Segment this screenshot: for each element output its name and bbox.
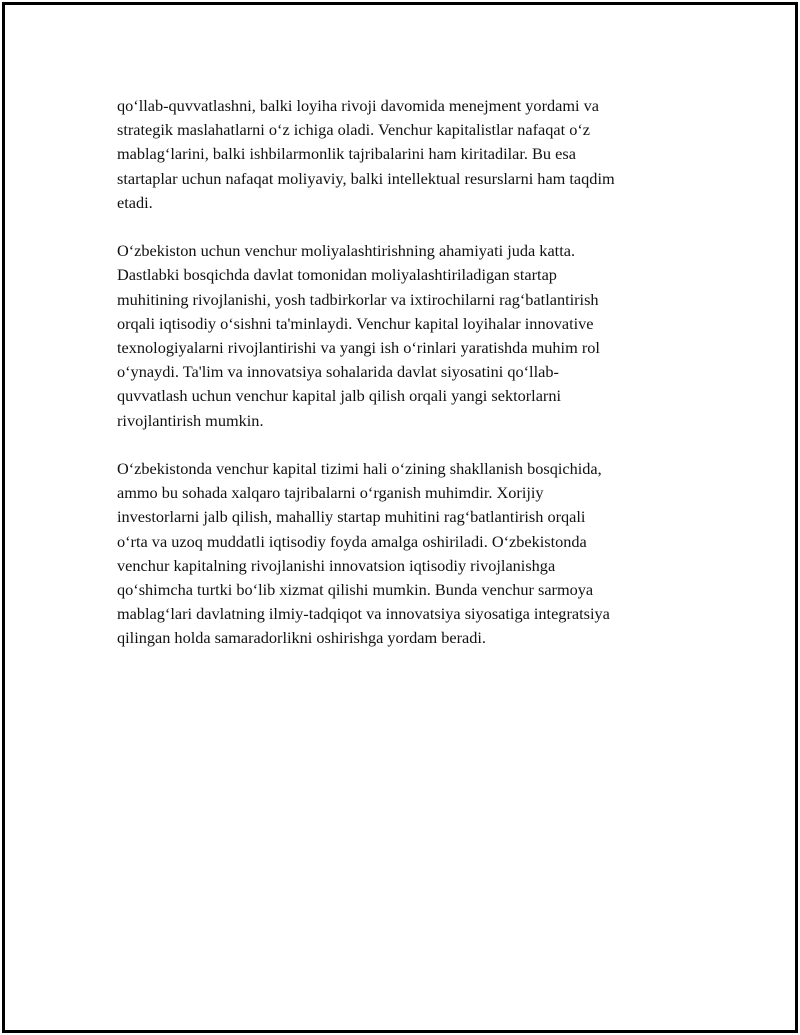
document-body	[117, 94, 693, 675]
paragraph-1: qo‘llab-quvvatlashni, balki loyiha rivoji davomida menejment yordami va strategik maslahatlarni o‘z ichiga oladi. Venchur kapitalistlar nafaqat o‘z mablag‘larini, balki ishbilarmonlik tajribalarini ham kiritadilar. Bu esa startaplar uchun nafaqat moliyaviy, balki intellektual resurslarni ham taqdim etadi.	[117, 96, 615, 212]
paragraph-2: O‘zbekiston uchun venchur moliyalashtirishning ahamiyati juda katta. Dastlabki bosqichda davlat tomonidan moliyalashtiriladigan startap muhitining rivojlanishi, yosh tadbirkorlar va ixtirochilarni rag‘batlantirish orqali iqtisodiy o‘sishni ta'minlaydi. Venchur kapital loyihalar innovative texnologiyalarni rivojlantirishi va yangi ish o‘rinlari yaratishda muhim rol o‘ynaydi. Ta'lim va innovatsiya sohalarida davlat siyosatini qo‘llab- quvvatlash uchun venchur kapital jalb qilish orqali yangi sektorlarni rivojlantirish mumkin.	[117, 241, 600, 430]
paragraph-3: O‘zbekistonda venchur kapital tizimi hali o‘zining shakllanish bosqichida, ammo bu sohada xalqaro tajribalarni o‘rganish muhimdir. Xorijiy investorlarni jalb qilish, mahalliy startap muhitini rag‘batlantirish orqali o‘rta va uzoq muddatli iqtisodiy foyda amalga oshiriladi. O‘zbekistonda venchur kapitalning rivojlanishi innovatsion iqtisodiy rivojlanishga qo‘shimcha turtki bo‘lib xizmat qilishi mumkin. Bunda venchur sarmoya mablag‘lari davlatning ilmiy-tadqiqot va innovatsiya siyosatiga integratsiya qilingan holda samaradorlikni oshirishga yordam beradi.	[117, 459, 610, 648]
